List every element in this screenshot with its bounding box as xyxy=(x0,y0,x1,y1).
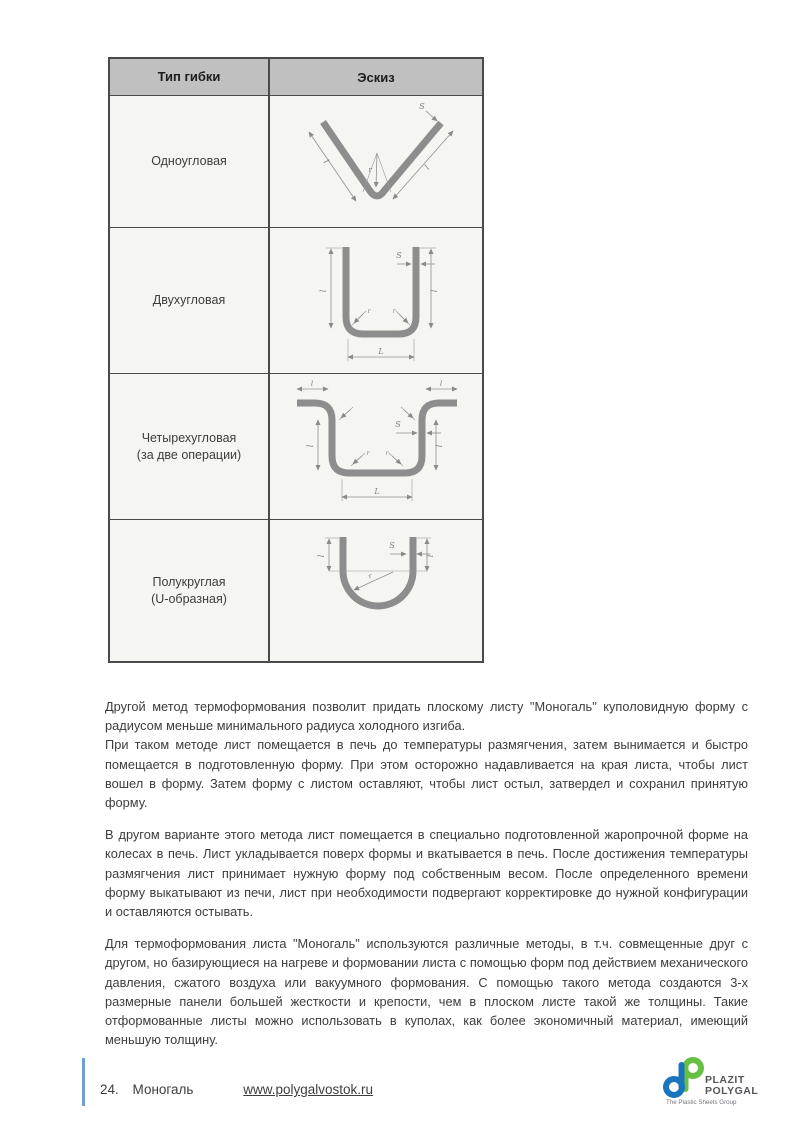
footer-title: Моногаль xyxy=(132,1082,194,1097)
bend-type-label: Полукруглая xyxy=(152,574,226,589)
bend-type-sublabel: (за две операции) xyxy=(136,447,242,462)
dim-label-thickness: S xyxy=(389,541,395,550)
footer-accent-bar xyxy=(82,1058,85,1106)
logo-tagline: The Plastic Sheets Group xyxy=(666,1099,737,1106)
dim-label-radius: r xyxy=(385,450,389,457)
bending-types-table xyxy=(108,57,484,663)
sheet-profile xyxy=(343,537,413,606)
bend-type-sublabel: (U-образная) xyxy=(151,591,227,606)
bend-type-label: Одноугловая xyxy=(110,96,270,227)
plazit-polygal-logo xyxy=(660,1056,775,1118)
dimension-lines xyxy=(309,111,453,201)
footer xyxy=(100,1082,373,1097)
dim-label-thickness: S xyxy=(395,420,401,429)
table-row xyxy=(110,227,482,373)
two-angle-bend-sketch xyxy=(271,229,481,372)
dim-label-leg: l xyxy=(317,554,326,558)
bend-type-label: Четырехугловая xyxy=(141,430,237,445)
page-number: 24. xyxy=(100,1082,119,1097)
dim-label-width: L xyxy=(378,347,384,356)
semicircular-bend-sketch xyxy=(271,521,481,660)
dim-label-radius: r xyxy=(366,450,370,457)
dim-label-leg: l xyxy=(321,157,331,166)
dim-label-leg: l xyxy=(319,289,328,293)
header-sketch-col: Эскиз xyxy=(357,69,395,85)
sheet-profile xyxy=(323,122,441,196)
bend-type-label: Двухугловая xyxy=(110,228,270,373)
logo-line1: PLAZIT xyxy=(705,1074,745,1086)
dim-label-leg: l xyxy=(439,380,443,388)
dim-label-leg: l xyxy=(422,163,432,172)
dim-label-width: L xyxy=(374,487,380,496)
logo-dp-icon xyxy=(666,1060,701,1095)
paragraph: В другом варианте этого метода лист помещается в специально подготовленной жаропрочной форме на колесах в печь. Лист укладывается поверх формы и вкатывается в печь. После достижения температуры размягчения лист принимает нужную форму под собственным весом. После определенного времени форму выкатывают из печи, лист при необходимости подвергают корректировке до нужной конфигурации и оставляются остывать. xyxy=(105,827,748,920)
website-link[interactable]: www.polygalvostok.ru xyxy=(243,1082,374,1097)
table-row xyxy=(110,373,482,519)
header-type-col: Тип гибки xyxy=(110,59,270,95)
dim-label-leg: l xyxy=(426,554,435,558)
dim-label-leg: l xyxy=(435,444,444,448)
paragraph: При таком методе лист помещается в печь до температуры размягчения, затем вынимается и быстро помещается в подготовленную форму. При этом осторожно надавливается на края листа, чтобы лист вошел в форму. Затем форму с листом оставляют, чтобы лист остыл, затвердел и сохранил принятую форму. xyxy=(105,737,748,811)
four-angle-bend-sketch xyxy=(271,375,481,518)
dim-label-thickness: S xyxy=(419,102,425,111)
table-header-row xyxy=(110,59,482,95)
dim-label-thickness: S xyxy=(396,251,402,260)
dim-label-radius: r xyxy=(392,308,396,315)
dim-label-radius: r xyxy=(366,571,374,581)
dim-label-leg: l xyxy=(430,289,439,293)
body-text xyxy=(105,697,748,1049)
dim-label-radius: r xyxy=(367,308,371,315)
dim-label-leg: l xyxy=(310,380,314,388)
logo-line2: POLYGAL xyxy=(705,1085,759,1097)
sheet-profile xyxy=(297,403,457,473)
table-row xyxy=(110,95,482,227)
single-angle-bend-sketch xyxy=(271,97,481,226)
paragraph: Для термоформования листа "Моногаль" используются различные методы, в т.ч. совмещенные друг с другом, но базирующиеся на нагреве и формовании листа с помощью форм под действием механического давления, сжатого воздуха или вакуумного формования. С помощью такого метода создаются 3-х размерные панели большей жесткости и крепости, чем в плоском листе такой же толщины. Такие отформованные листы можно использовать в куполах, как более экономичный материал, имеющий меньшую толщину. xyxy=(105,936,748,1048)
paragraph: Другой метод термоформования позволит придать плоскому листу "Моногаль" куполовидную форму с радиусом меньше минимального радиуса холодного изгиба. xyxy=(105,699,748,734)
table-row xyxy=(110,519,482,661)
dim-label-leg: l xyxy=(306,444,315,448)
dim-label-radius: r xyxy=(368,166,372,174)
